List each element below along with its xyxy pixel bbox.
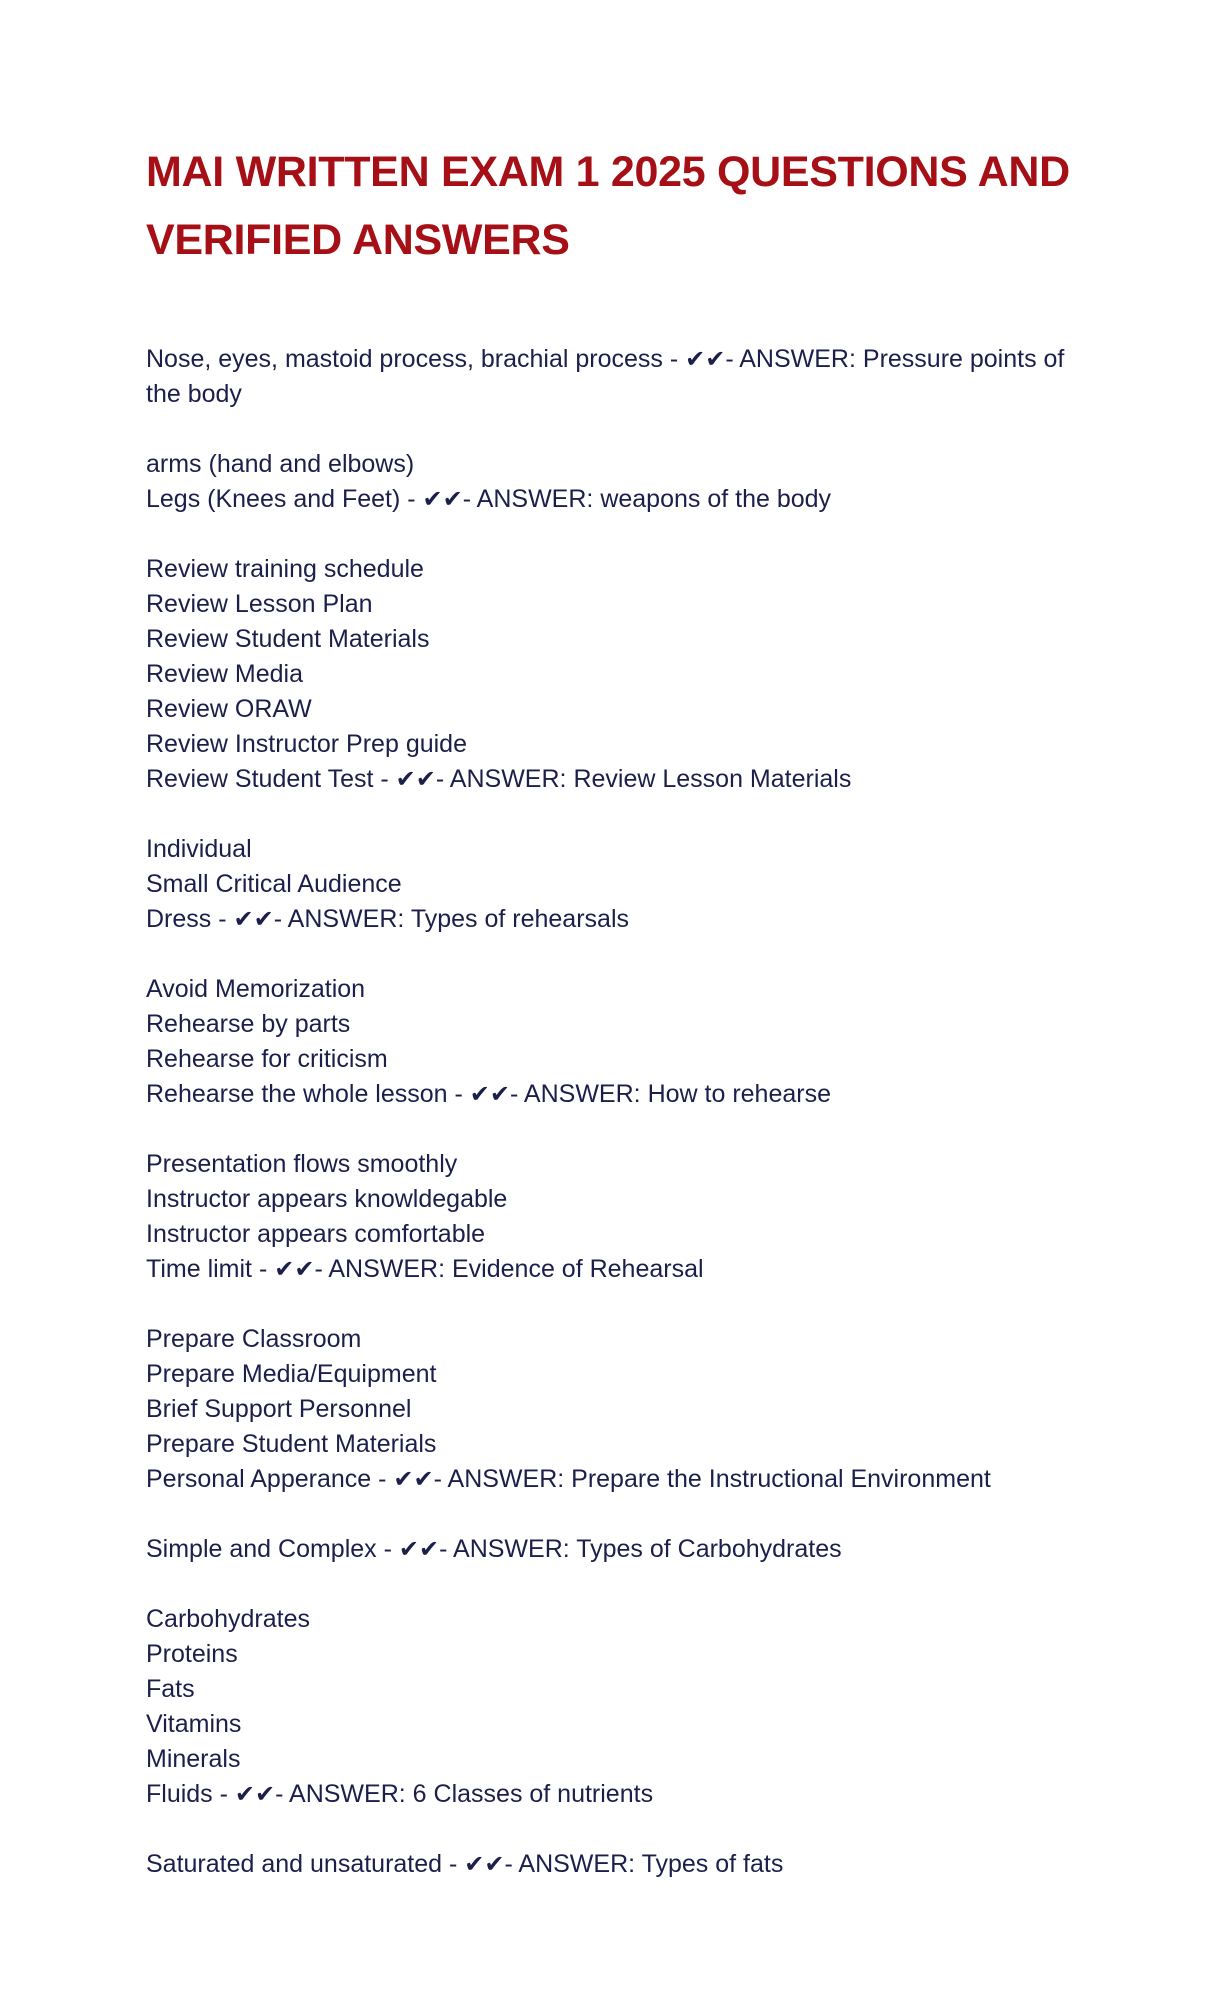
answer-text: Types of Carbohydrates xyxy=(576,1535,842,1563)
answer-text: Types of fats xyxy=(641,1850,784,1878)
answer-prefix: ANSWER: xyxy=(447,1465,565,1493)
question-text: Avoid Memorization xyxy=(146,975,366,1003)
question-text: Review Lesson Plan xyxy=(146,590,373,618)
question-line xyxy=(146,552,1106,587)
qa-item xyxy=(146,1322,1106,1497)
double-check-icon: ✔✔ xyxy=(422,485,463,513)
answer-prefix: ANSWER: xyxy=(739,345,856,373)
question-line xyxy=(146,727,1106,762)
question-text: Review training schedule xyxy=(146,555,424,583)
answer-prefix: ANSWER: xyxy=(449,765,567,793)
question-line xyxy=(146,867,1106,902)
question-text: Instructor appears knowldegable xyxy=(146,1185,508,1213)
question-text: Brief Support Personnel xyxy=(146,1395,412,1423)
question-text: Review ORAW xyxy=(146,695,312,723)
qa-item xyxy=(146,1847,1106,1882)
question-line: Nose, eyes, mastoid process, brachial process - ✔✔- ANSWER: Pressure points of the body xyxy=(146,345,1072,408)
question-text: Review Student Test xyxy=(146,765,374,793)
question-text: Prepare Classroom xyxy=(146,1325,362,1353)
question-text: Review Instructor Prep guide xyxy=(146,730,467,758)
question-line xyxy=(146,1427,1106,1462)
question-text: Rehearse by parts xyxy=(146,1010,351,1038)
question-line: Dress - ✔✔- ANSWER: Types of rehearsals xyxy=(146,905,629,933)
question-text: Review Media xyxy=(146,660,304,688)
question-line xyxy=(146,1742,1106,1777)
question-line xyxy=(146,447,1106,482)
answer-prefix: ANSWER: xyxy=(476,485,594,513)
question-text: Review Student Materials xyxy=(146,625,430,653)
question-line xyxy=(146,1007,1106,1042)
question-line xyxy=(146,1392,1106,1427)
question-text: Rehearse for criticism xyxy=(146,1045,388,1073)
question-line: Personal Apperance - ✔✔- ANSWER: Prepare the Instructional Environment xyxy=(146,1465,991,1493)
double-check-icon: ✔✔ xyxy=(398,1535,440,1563)
question-line xyxy=(146,1042,1106,1077)
qa-item xyxy=(146,1147,1106,1287)
answer-prefix: ANSWER: xyxy=(453,1535,570,1563)
answer-prefix: ANSWER: xyxy=(287,905,405,933)
question-line: Legs (Knees and Feet) - ✔✔- ANSWER: weapons of the body xyxy=(146,485,832,513)
question-line xyxy=(146,587,1106,622)
question-line xyxy=(146,832,1106,867)
question-text: Fluids xyxy=(146,1780,213,1808)
answer-text: 6 Classes of nutrients xyxy=(412,1780,654,1808)
question-text: Prepare Student Materials xyxy=(146,1430,437,1458)
answer-prefix: ANSWER: xyxy=(518,1850,636,1878)
question-line xyxy=(146,1217,1106,1252)
answer-text: weapons of the body xyxy=(600,485,832,513)
answer-prefix: ANSWER: xyxy=(523,1080,641,1108)
question-text: Rehearse the whole lesson xyxy=(146,1080,448,1108)
answer-prefix: ANSWER: xyxy=(289,1780,406,1808)
answer-text: Types of rehearsals xyxy=(410,905,629,933)
answer-text: Prepare the Instructional Environment xyxy=(571,1465,991,1493)
qa-item xyxy=(146,1532,1106,1567)
question-text: Prepare Media/Equipment xyxy=(146,1360,437,1388)
answer-text: How to rehearse xyxy=(647,1080,831,1108)
question-text: Instructor appears comfortable xyxy=(146,1220,486,1248)
qa-item xyxy=(146,972,1106,1112)
question-line xyxy=(146,1147,1106,1182)
question-text: Vitamins xyxy=(146,1710,242,1738)
question-text: Presentation flows smoothly xyxy=(146,1150,458,1178)
question-line: Simple and Complex - ✔✔- ANSWER: Types of Carbohydrates xyxy=(146,1535,842,1563)
question-text: Carbohydrates xyxy=(146,1605,310,1633)
double-check-icon: ✔✔ xyxy=(395,765,436,793)
question-text: Fats xyxy=(146,1675,195,1703)
qa-item xyxy=(146,1602,1106,1812)
question-line xyxy=(146,622,1106,657)
qa-item xyxy=(146,552,1106,797)
question-text: Nose, eyes, mastoid process, brachial process xyxy=(146,345,663,373)
question-line xyxy=(146,1182,1106,1217)
double-check-icon: ✔✔ xyxy=(274,1255,315,1283)
answer-text: Review Lesson Materials xyxy=(573,765,852,793)
question-line: Saturated and unsaturated - ✔✔- ANSWER: Types of fats xyxy=(146,1850,784,1878)
question-text: Individual xyxy=(146,835,252,863)
question-text: Dress xyxy=(146,905,212,933)
answer-text: Evidence of Rehearsal xyxy=(452,1255,704,1283)
qa-item xyxy=(146,342,1106,412)
double-check-icon: ✔✔ xyxy=(393,1465,434,1493)
page-title: MAI WRITTEN EXAM 1 2025 QUESTIONS AND VERIFIED ANSWERS xyxy=(146,148,1070,264)
question-line xyxy=(146,1602,1106,1637)
question-line: Fluids - ✔✔- ANSWER: 6 Classes of nutrients xyxy=(146,1780,654,1808)
double-check-icon: ✔✔ xyxy=(685,345,726,373)
question-text: Small Critical Audience xyxy=(146,870,402,898)
question-line xyxy=(146,972,1106,1007)
qa-item xyxy=(146,447,1106,517)
question-line xyxy=(146,1637,1106,1672)
answer-text: Pressure points of the body xyxy=(146,345,1072,408)
question-text: Time limit xyxy=(146,1255,253,1283)
double-check-icon: ✔✔ xyxy=(464,1850,505,1878)
qa-list xyxy=(146,342,1106,1882)
question-text: Saturated and unsaturated xyxy=(146,1850,443,1878)
question-text: arms (hand and elbows) xyxy=(146,450,415,478)
page-content xyxy=(146,138,1106,1917)
question-line xyxy=(146,657,1106,692)
question-line: Review Student Test - ✔✔- ANSWER: Review Lesson Materials xyxy=(146,765,852,793)
question-line xyxy=(146,1672,1106,1707)
question-line xyxy=(146,1707,1106,1742)
question-text: Personal Apperance xyxy=(146,1465,372,1493)
double-check-icon: ✔✔ xyxy=(234,1780,276,1808)
question-line: Time limit - ✔✔- ANSWER: Evidence of Rehearsal xyxy=(146,1255,704,1283)
double-check-icon: ✔✔ xyxy=(233,905,274,933)
question-text: Proteins xyxy=(146,1640,238,1668)
question-text: Simple and Complex xyxy=(146,1535,377,1563)
question-line: Rehearse the whole lesson - ✔✔- ANSWER: How to rehearse xyxy=(146,1080,831,1108)
qa-item xyxy=(146,832,1106,937)
question-text: Minerals xyxy=(146,1745,241,1773)
question-line xyxy=(146,692,1106,727)
question-line xyxy=(146,1357,1106,1392)
question-text: Legs (Knees and Feet) xyxy=(146,485,401,513)
answer-prefix: ANSWER: xyxy=(328,1255,446,1283)
double-check-icon: ✔✔ xyxy=(469,1080,511,1108)
question-line xyxy=(146,1322,1106,1357)
